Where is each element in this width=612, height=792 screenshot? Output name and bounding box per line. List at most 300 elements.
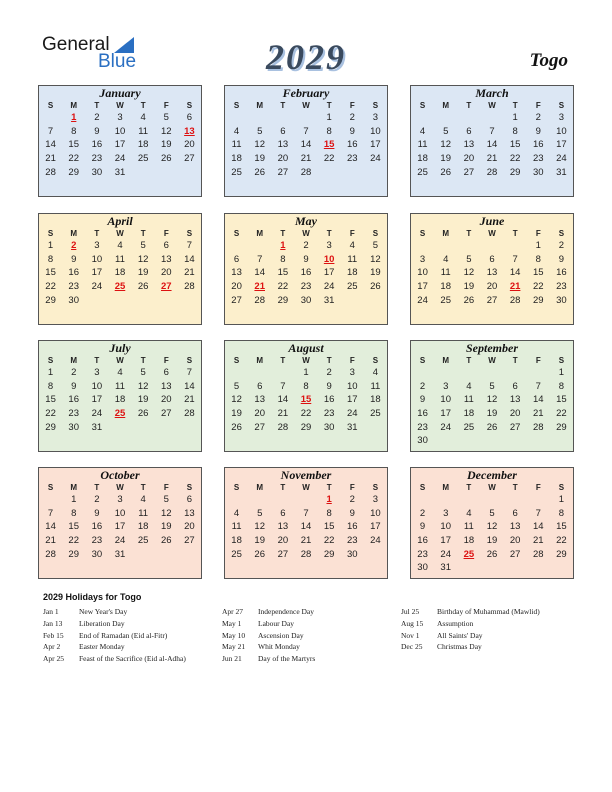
day-cell: 11 [370, 380, 381, 392]
holiday-day-cell: 2 [71, 240, 77, 251]
day-cell: 15 [277, 267, 289, 279]
day-cell: 26 [137, 281, 149, 293]
day-cell: 18 [114, 267, 126, 279]
week-row [411, 138, 573, 152]
holiday-entry [43, 630, 186, 642]
day-cell: 18 [463, 535, 475, 547]
day-cell: 26 [486, 421, 498, 433]
day-cell: 5 [372, 240, 379, 251]
weekday-label: S [419, 229, 426, 238]
day-cell: 1 [47, 367, 54, 378]
weekday-label: T [140, 356, 146, 365]
empty-day-cell [225, 493, 248, 507]
empty-day-cell [364, 166, 387, 180]
day-cell: 22 [45, 408, 56, 420]
week-row [411, 434, 573, 448]
holiday-day-cell: 15 [323, 139, 335, 151]
day-cell: 1 [47, 240, 54, 251]
empty-day-cell [480, 366, 503, 380]
empty-day-cell [178, 166, 201, 180]
day-cell: 1 [303, 367, 309, 378]
month-october [38, 467, 202, 579]
day-cell: 14 [300, 521, 312, 533]
day-cell: 23 [346, 535, 358, 547]
day-cell: 15 [556, 394, 567, 406]
month-title: May [295, 214, 317, 228]
week-row [225, 239, 387, 253]
day-cell: 12 [370, 253, 381, 265]
day-cell: 22 [277, 281, 289, 293]
weekday-header [39, 100, 201, 111]
day-cell: 1 [71, 494, 77, 505]
day-cell: 24 [556, 153, 567, 165]
day-cell: 6 [233, 253, 240, 265]
holiday-day-cell: 25 [114, 281, 126, 293]
weekday-label: T [94, 101, 100, 110]
weekday-label: F [163, 483, 169, 492]
day-cell: 23 [346, 153, 358, 165]
day-cell: 27 [486, 294, 498, 306]
weekday-label: M [256, 356, 264, 365]
day-cell: 16 [68, 267, 79, 279]
empty-day-cell [434, 493, 457, 507]
day-cell: 5 [443, 125, 449, 137]
day-cell: 25 [370, 408, 381, 420]
day-cell: 11 [463, 394, 474, 406]
holiday-name: Birthday of Muhammad (Mawlid) [437, 607, 540, 616]
weekday-label: W [488, 229, 496, 238]
day-cell: 21 [45, 153, 56, 165]
day-cell: 16 [532, 139, 544, 151]
day-cell: 28 [532, 548, 544, 560]
day-cell: 28 [300, 548, 312, 560]
day-cell: 27 [184, 153, 195, 165]
day-cell: 30 [556, 294, 567, 306]
day-cell: 25 [440, 294, 451, 306]
empty-day-cell [457, 434, 480, 448]
day-cell: 20 [509, 408, 521, 420]
day-cell: 10 [114, 125, 126, 137]
day-cell: 25 [417, 166, 428, 178]
day-cell: 23 [417, 548, 428, 560]
holiday-name: Labour Day [258, 618, 295, 628]
empty-day-cell [155, 294, 178, 308]
weekday-label: W [116, 483, 124, 492]
day-cell: 12 [137, 380, 149, 392]
day-cell: 5 [163, 112, 169, 123]
day-cell: 29 [68, 548, 79, 560]
weekday-label: S [372, 483, 379, 492]
holiday-day-cell: 25 [114, 408, 126, 420]
empty-day-cell [434, 111, 457, 125]
holiday-day-cell: 1 [71, 112, 77, 123]
holiday-name: Whit Monday [258, 642, 300, 652]
day-cell: 19 [254, 535, 265, 547]
week-row [39, 407, 201, 421]
day-cell: 24 [370, 535, 381, 547]
day-cell: 20 [184, 139, 195, 151]
day-cell: 18 [114, 394, 126, 406]
holiday-day-cell: 27 [160, 281, 172, 293]
holiday-column [401, 606, 540, 653]
day-cell: 9 [71, 380, 77, 392]
day-cell: 6 [512, 380, 518, 392]
day-cell: 26 [254, 166, 265, 178]
day-cell: 14 [532, 521, 544, 533]
empty-day-cell [527, 561, 550, 575]
weekday-header [39, 355, 201, 366]
day-cell: 4 [117, 240, 123, 251]
day-cell: 25 [231, 166, 242, 178]
holiday-name: Day of the Martyrs [258, 654, 316, 664]
holiday-date: Nov 1 [401, 630, 420, 640]
holiday-date: Jul 25 [401, 607, 420, 616]
day-cell: 4 [140, 112, 146, 123]
day-cell: 26 [137, 408, 149, 420]
weekday-label: S [558, 101, 565, 110]
holiday-entry [222, 641, 315, 653]
day-cell: 10 [370, 125, 381, 137]
week-row [411, 366, 573, 380]
empty-day-cell [480, 493, 503, 507]
week-row [411, 111, 573, 125]
empty-day-cell [178, 421, 201, 435]
day-cell: 26 [160, 153, 172, 165]
weekday-label: W [116, 101, 124, 110]
day-cell: 22 [532, 281, 544, 293]
weekday-label: S [186, 229, 193, 238]
day-cell: 24 [440, 421, 451, 433]
day-cell: 6 [163, 240, 169, 251]
day-cell: 8 [326, 125, 332, 137]
empty-day-cell [225, 111, 248, 125]
day-cell: 7 [186, 367, 193, 378]
weekday-header [411, 228, 573, 239]
holiday-date: Dec 25 [401, 642, 423, 652]
week-row [411, 266, 573, 280]
holidays-list-title: 2029 Holidays for Togo [43, 592, 142, 602]
day-cell: 2 [558, 240, 565, 251]
day-cell: 1 [558, 494, 565, 505]
day-cell: 20 [486, 281, 498, 293]
day-cell: 3 [117, 112, 123, 123]
day-cell: 9 [419, 394, 426, 406]
day-cell: 8 [535, 253, 541, 265]
day-cell: 21 [300, 535, 312, 547]
month-january [38, 85, 202, 197]
week-row [39, 239, 201, 253]
weekday-label: S [233, 356, 240, 365]
day-cell: 12 [463, 267, 475, 279]
week-row [39, 520, 201, 534]
empty-day-cell [225, 239, 248, 253]
week-row [225, 507, 387, 521]
day-cell: 14 [300, 139, 312, 151]
day-cell: 5 [257, 507, 263, 519]
day-cell: 8 [71, 507, 77, 519]
empty-day-cell [434, 239, 457, 253]
empty-day-cell [248, 493, 271, 507]
day-cell: 30 [532, 166, 544, 178]
empty-day-cell [248, 111, 271, 125]
weekday-label: T [512, 483, 518, 492]
week-row [225, 152, 387, 166]
day-cell: 26 [486, 548, 498, 560]
day-cell: 6 [257, 380, 263, 392]
day-cell: 27 [231, 294, 242, 306]
empty-day-cell [341, 166, 364, 180]
weekday-header [39, 228, 201, 239]
week-row [411, 125, 573, 139]
day-cell: 28 [254, 294, 265, 306]
week-row [411, 380, 573, 394]
day-cell: 14 [532, 394, 544, 406]
day-cell: 8 [512, 125, 518, 137]
weekday-label: T [326, 229, 332, 238]
day-cell: 20 [184, 521, 195, 533]
day-cell: 29 [45, 294, 56, 306]
day-cell: 28 [486, 166, 498, 178]
day-cell: 18 [231, 153, 242, 165]
holiday-name: Feast of the Sacrifice (Eid al-Adha) [79, 654, 186, 664]
empty-day-cell [504, 239, 527, 253]
day-cell: 21 [486, 153, 498, 165]
empty-day-cell [132, 166, 155, 180]
day-cell: 7 [303, 125, 309, 137]
weekday-label: T [326, 101, 332, 110]
weekday-label: M [70, 229, 78, 238]
weekday-label: F [535, 356, 541, 365]
empty-day-cell [411, 111, 434, 125]
day-cell: 15 [556, 521, 567, 533]
holiday-day-cell: 1 [280, 240, 286, 251]
holiday-day-cell: 1 [326, 494, 332, 505]
day-cell: 30 [323, 421, 335, 433]
weekday-label: F [163, 229, 169, 238]
empty-day-cell [457, 111, 480, 125]
day-cell: 8 [303, 380, 309, 392]
day-cell: 23 [556, 281, 567, 293]
month-title: March [475, 86, 509, 100]
day-cell: 12 [486, 521, 498, 533]
holiday-date: May 21 [222, 642, 246, 652]
month-title: December [467, 468, 517, 482]
week-row [39, 548, 201, 562]
weekday-label: W [488, 101, 496, 110]
day-cell: 17 [91, 267, 103, 279]
day-cell: 12 [440, 139, 451, 151]
empty-day-cell [411, 239, 434, 253]
day-cell: 30 [300, 294, 312, 306]
week-row [411, 548, 573, 562]
empty-day-cell [504, 366, 527, 380]
week-row [225, 280, 387, 294]
day-cell: 16 [556, 267, 567, 279]
empty-day-cell [457, 561, 480, 575]
day-cell: 19 [160, 521, 172, 533]
logo-text-general: General [42, 34, 110, 55]
weekday-label: M [442, 101, 450, 110]
holiday-date: Jun 21 [222, 654, 242, 664]
day-cell: 11 [115, 253, 125, 265]
day-cell: 30 [91, 548, 103, 560]
day-cell: 26 [254, 548, 265, 560]
day-cell: 5 [140, 367, 146, 378]
day-cell: 31 [556, 166, 567, 178]
holiday-entry [401, 641, 540, 653]
weekday-label: F [535, 483, 541, 492]
holiday-date: Apr 25 [43, 654, 65, 664]
day-cell: 28 [45, 548, 56, 560]
week-row [225, 393, 387, 407]
day-cell: 1 [326, 112, 332, 123]
empty-day-cell [271, 366, 294, 380]
weekday-label: F [349, 356, 355, 365]
weekday-label: T [466, 483, 472, 492]
day-cell: 23 [91, 153, 103, 165]
month-title: April [107, 214, 133, 228]
day-cell: 16 [346, 521, 358, 533]
holiday-entry [222, 618, 315, 630]
page-year-title: 2029 [266, 37, 346, 77]
weekday-label: W [302, 483, 310, 492]
day-cell: 4 [443, 253, 449, 265]
day-cell: 6 [280, 125, 286, 137]
week-row [39, 421, 201, 435]
day-cell: 25 [137, 153, 149, 165]
day-cell: 20 [277, 153, 289, 165]
day-cell: 19 [137, 267, 149, 279]
weekday-label: S [419, 101, 426, 110]
day-cell: 17 [440, 535, 451, 547]
day-cell: 4 [466, 380, 472, 392]
day-cell: 4 [419, 125, 426, 137]
day-cell: 23 [532, 153, 544, 165]
day-cell: 9 [535, 125, 541, 137]
day-cell: 7 [303, 507, 309, 519]
day-cell: 9 [71, 253, 77, 265]
empty-day-cell [132, 548, 155, 562]
weekday-label: S [233, 101, 240, 110]
weekday-label: F [163, 101, 169, 110]
day-cell: 31 [114, 548, 126, 560]
empty-day-cell [504, 493, 527, 507]
week-row [225, 407, 387, 421]
day-cell: 4 [117, 367, 123, 378]
day-cell: 11 [138, 125, 149, 137]
day-cell: 6 [512, 507, 518, 519]
holiday-entry [401, 630, 540, 642]
day-cell: 18 [463, 408, 475, 420]
weekday-label: T [466, 101, 472, 110]
weekday-header [225, 355, 387, 366]
day-cell: 29 [277, 294, 289, 306]
holiday-date: Apr 27 [222, 607, 244, 616]
weekday-header [225, 100, 387, 111]
day-cell: 9 [94, 507, 100, 519]
empty-day-cell [108, 294, 131, 308]
day-cell: 23 [323, 408, 335, 420]
day-cell: 2 [326, 367, 332, 378]
day-cell: 8 [558, 380, 565, 392]
day-cell: 14 [45, 521, 56, 533]
day-cell: 23 [417, 421, 428, 433]
day-cell: 3 [326, 240, 332, 251]
day-cell: 28 [532, 421, 544, 433]
empty-day-cell [364, 421, 387, 435]
day-cell: 29 [509, 166, 521, 178]
day-cell: 24 [91, 408, 103, 420]
empty-day-cell [132, 294, 155, 308]
day-cell: 31 [346, 421, 358, 433]
holiday-date: Apr 2 [43, 642, 61, 652]
empty-day-cell [248, 366, 271, 380]
week-row [411, 507, 573, 521]
day-cell: 24 [417, 294, 428, 306]
day-cell: 16 [417, 408, 428, 420]
empty-day-cell [178, 548, 201, 562]
day-cell: 10 [114, 507, 126, 519]
day-cell: 19 [254, 153, 265, 165]
week-row [411, 152, 573, 166]
day-cell: 10 [417, 267, 428, 279]
day-cell: 16 [300, 267, 312, 279]
empty-day-cell [364, 294, 387, 308]
day-cell: 4 [372, 367, 379, 378]
day-cell: 4 [466, 507, 472, 519]
week-row [39, 507, 201, 521]
holiday-name: Assumption [437, 618, 474, 628]
week-row [411, 393, 573, 407]
day-cell: 20 [254, 408, 265, 420]
day-cell: 21 [532, 535, 544, 547]
day-cell: 28 [277, 421, 289, 433]
week-row [225, 138, 387, 152]
day-cell: 22 [556, 535, 567, 547]
day-cell: 18 [137, 139, 149, 151]
week-row [411, 561, 573, 575]
weekday-header [411, 482, 573, 493]
weekday-label: S [233, 483, 240, 492]
weekday-label: S [47, 101, 54, 110]
day-cell: 26 [463, 294, 475, 306]
week-row [411, 520, 573, 534]
empty-day-cell [504, 434, 527, 448]
holiday-name: End of Ramadan (Eid al-Fitr) [79, 630, 168, 640]
empty-day-cell [271, 493, 294, 507]
day-cell: 7 [535, 380, 541, 392]
month-september [410, 340, 574, 452]
day-cell: 10 [91, 253, 103, 265]
day-cell: 5 [163, 494, 169, 505]
weekday-label: T [280, 356, 286, 365]
week-row [39, 166, 201, 180]
day-cell: 9 [419, 521, 426, 533]
day-cell: 10 [440, 521, 451, 533]
month-title: February [282, 86, 330, 100]
day-cell: 17 [114, 521, 126, 533]
week-row [225, 421, 387, 435]
day-cell: 19 [137, 394, 149, 406]
day-cell: 3 [443, 380, 449, 392]
empty-day-cell [178, 294, 201, 308]
day-cell: 11 [417, 139, 428, 151]
day-cell: 22 [68, 153, 79, 165]
empty-day-cell [550, 434, 573, 448]
weekday-label: T [512, 101, 518, 110]
day-cell: 10 [91, 380, 103, 392]
empty-day-cell [457, 493, 480, 507]
